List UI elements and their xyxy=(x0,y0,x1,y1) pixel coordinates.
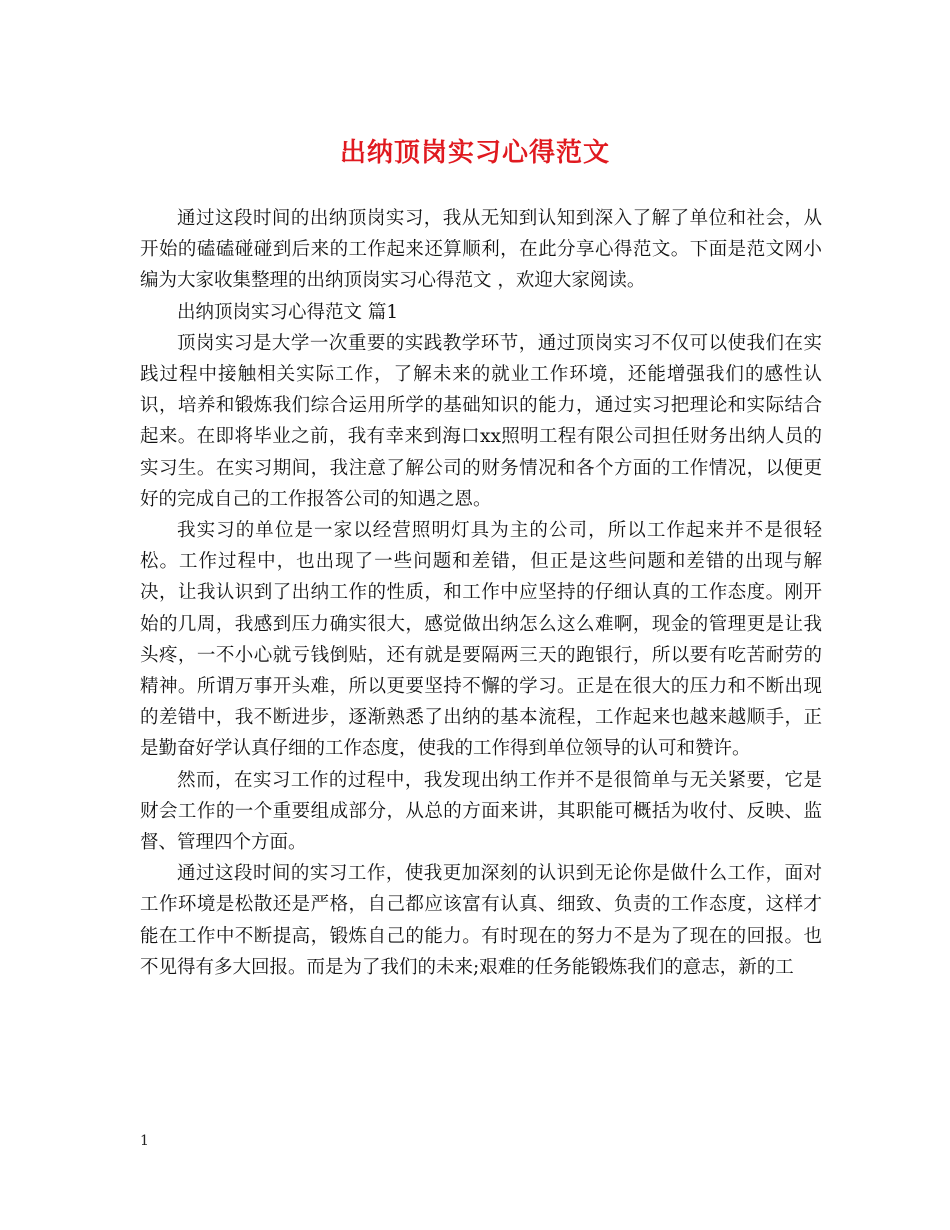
paragraph: 然而，在实习工作的过程中，我发现出纳工作并不是很简单与无关紧要，它是财会工作的一个重要组成部分，从总的方面来讲，其职能可概括为收付、反映、监督、管理四个方面。 xyxy=(140,769,822,854)
section-heading: 出纳顶岗实习心得范文 篇1 xyxy=(177,301,399,323)
paragraph: 通过这段时间的实习工作，使我更加深刻的认识到无论你是做什么工作，面对工作环境是松散还是严格，自己都应该富有认真、细致、负责的工作态度，这样才能在工作中不断提高，锻炼自己的能力。有时现在的努力不是为了现在的回报。也不见得有多大回报。而是为了我们的未来;艰难的任务能锻炼我们的意志，新的工 xyxy=(140,863,822,978)
page-number: 1 xyxy=(140,1133,149,1149)
paragraph: 我实习的单位是一家以经营照明灯具为主的公司，所以工作起来并不是很轻松。工作过程中，也出现了一些问题和差错，但正是这些问题和差错的出现与解决，让我认识到了出纳工作的性质，和工作中应坚持的仔细认真的工作态度。刚开始的几周，我感到压力确实很大，感觉做出纳怎么这么难啊，现金的管理更是让我头疼，一不小心就亏钱倒贴，还有就是要隔两三天的跑银行，所以要有吃苦耐劳的精神。所谓万事开头难，所以更要坚持不懈的学习。正是在很大的压力和不断出现的差错中，我不断进步，逐渐熟悉了出纳的基本流程，工作起来也越来越顺手，正是勤奋好学认真仔细的工作态度，使我的工作得到单位领导的认可和赞许。 xyxy=(140,520,822,760)
paragraph-intro: 通过这段时间的出纳顶岗实习，我从无知到认知到深入了解了单位和社会，从开始的磕磕碰碰到后来的工作起来还算顺利，在此分享心得范文。下面是范文网小编为大家收集整理的出纳顶岗实习心得范文 ，欢迎大家阅读。 xyxy=(140,208,822,292)
document-body xyxy=(140,203,822,983)
paragraph: 顶岗实习是大学一次重要的实践教学环节，通过顶岗实习不仅可以使我们在实践过程中接触相关实际工作，了解未来的就业工作环境，还能增强我们的感性认识，培养和锻炼我们综合运用所学的基础知识的能力，通过实习把理论和实际结合起来。在即将毕业之前，我有幸来到海口xx照明工程有限公司担任财务出纳人员的实习生。在实习期间，我注意了解公司的财务情况和各个方面的工作情况，以便更好的完成自己的工作报答公司的知遇之恩。 xyxy=(140,332,822,510)
document-title: 出纳顶岗实习心得范文 xyxy=(339,138,610,168)
